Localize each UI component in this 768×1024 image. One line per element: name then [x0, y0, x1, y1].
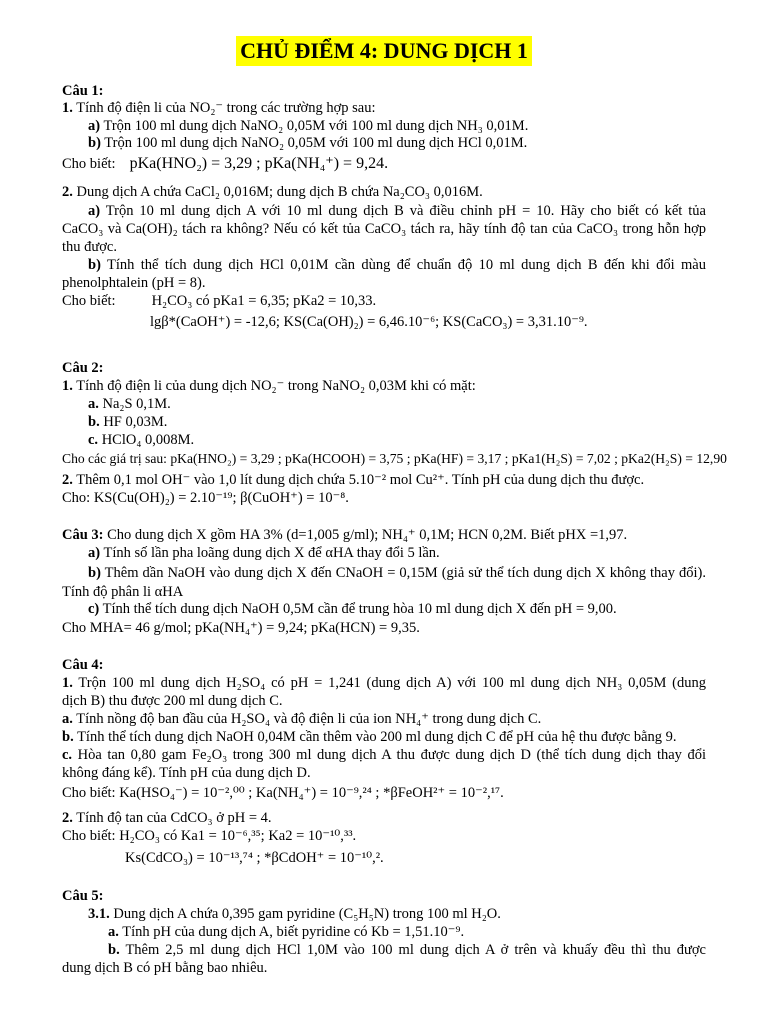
cau4-q2-num: 2. [62, 810, 73, 826]
cau4-c-text1: Hòa tan 0,80 gam Fe₂O₃ trong 300 ml dung dịch A thu được dung dịch D (thể tích dung dịch thay đổi [77, 747, 707, 763]
cau3-b-text1: Thêm dần NaOH vào dung dịch X đến CNaOH = 0,15M (giả sử thể tích dung dịch X không thay đổi). [104, 565, 706, 581]
cau1-heading: Câu 1: [62, 83, 104, 99]
cau2-q1 [62, 378, 706, 395]
cau2-a-text: Na₂S 0,1M. [102, 396, 171, 412]
cau3-given: Cho MHA= 46 g/mol; pKa(NH₄⁺) = 9,24; pKa(HCN) = 9,35. [62, 620, 420, 636]
cau1-given2-label: Cho biết: [62, 293, 116, 309]
cau5-a [108, 924, 706, 941]
cau2-a-label: a. [88, 396, 99, 412]
cau2-q2-text: Thêm 0,1 mol OH⁻ vào 1,0 lít dung dịch chứa 5.10⁻² mol Cu²⁺. Tính pH của dung dịch thu được. [76, 472, 645, 488]
cau1-given-formula: pKa(HNO₂) = 3,29 ; pKa(NH₄⁺) = 9,24. [129, 155, 389, 172]
cau2-b [88, 414, 706, 431]
cau1-q1-text: Tính độ điện li của NO₂⁻ trong các trường hợp sau: [76, 100, 376, 116]
cau4-c-l2: không đáng kể). Tính pH của dung dịch D. [62, 765, 311, 781]
cau3-intro [62, 527, 706, 544]
cau5-a-label: a. [108, 924, 119, 940]
cau1-given2-l1: H₂CO₃ có pKa1 = 6,35; pKa2 = 10,33. [151, 293, 377, 309]
cau1-given-label: Cho biết: [62, 156, 116, 172]
cau5-q31 [88, 906, 706, 923]
cau1-q2a-l1 [88, 203, 706, 220]
cau2-q2 [62, 472, 706, 489]
cau1-given2 [62, 293, 706, 310]
cau4-q1-text1: Trộn 100 ml dung dịch H₂SO₄ có pH = 1,241 (dung dịch A) với 100 ml dung dịch NH₃ 0,05M (dung [78, 675, 706, 691]
title-wrap [0, 36, 768, 66]
cau4-c-l1 [62, 747, 706, 764]
cau1-q2 [62, 184, 706, 201]
cau4-q2 [62, 810, 706, 827]
cau1-q2-text: Dung dịch A chứa CaCl₂ 0,016M; dung dịch B chứa Na₂CO₃ 0,016M. [76, 184, 483, 200]
cau2-c-text: HClO₄ 0,008M. [101, 432, 195, 448]
cau3-b-l1 [88, 565, 706, 582]
cau4-b [62, 729, 706, 746]
cau4-c-label: c. [62, 747, 73, 763]
cau5-heading: Câu 5: [62, 888, 104, 904]
cau5-q31-text: Dung dịch A chứa 0,395 gam pyridine (C₅H₅N) trong 100 ml H₂O. [113, 906, 501, 922]
cau3-a-label: a) [88, 545, 101, 561]
cau3-b-l2: Tính độ phân li αHA [62, 584, 184, 600]
cau4-a-label: a. [62, 711, 73, 727]
cau4-heading: Câu 4: [62, 657, 104, 673]
cau2-a [88, 396, 706, 413]
cau4-a-text: Tính nồng độ ban đầu của H₂SO₄ và độ điện li của ion NH₄⁺ trong dung dịch C. [76, 711, 542, 727]
cau4-given2-l1: Cho biết: H₂CO₃ có Ka1 = 10⁻⁶,³⁵; Ka2 = 10⁻¹⁰,³³. [62, 828, 357, 844]
cau1-q1 [62, 100, 706, 117]
cau1-q2b-l1 [88, 257, 706, 274]
cau4-given2-l2: Ks(CdCO₃) = 10⁻¹³,⁷⁴ ; *βCdOH⁺ = 10⁻¹⁰,². [125, 850, 384, 866]
cau4-q1-l2: dịch B) thu được 200 ml dung dịch C. [62, 693, 283, 709]
cau2-c-label: c. [88, 432, 99, 448]
cau3-c [88, 601, 706, 618]
cau1-q2b-text1: Tính thể tích dung dịch HCl 0,01M cần dùng để chuẩn độ 10 ml dung dịch B đến khi đổi màu [107, 257, 706, 273]
cau2-q1-num: 1. [62, 378, 73, 394]
cau1-q1b [88, 135, 706, 152]
cau5-b-text1: Thêm 2,5 ml dung dịch HCl 1,0M vào 100 ml dung dịch A ở trên và khuấy đều thì thu được [125, 942, 706, 958]
cau3-intro-text: Cho dung dịch X gồm HA 3% (d=1,005 g/ml); NH₄⁺ 0,1M; HCN 0,2M. Biết pHX =1,97. [107, 527, 628, 543]
cau2-heading: Câu 2: [62, 360, 104, 376]
cau2-given: Cho các giá trị sau: pKa(HNO₂) = 3,29 ; pKa(HCOOH) = 3,75 ; pKa(HF) = 3,17 ; pKa1(H₂S) = 7,02 ; pKa2(H₂S) = 12,90 [62, 451, 727, 466]
cau1-q2-num: 2. [62, 184, 73, 200]
cau3-c-text: Tính thể tích dung dịch NaOH 0,5M cần để trung hòa 10 ml dung dịch X đến pH = 9,00. [102, 601, 617, 617]
cau1-q1a-label: a) [88, 118, 101, 134]
cau3-c-label: c) [88, 601, 100, 617]
cau1-q2b-label: b) [88, 257, 101, 273]
cau1-q1-num: 1. [62, 100, 73, 116]
cau4-given: Cho biết: Ka(HSO₄⁻) = 10⁻²,⁰⁰ ; Ka(NH₄⁺) = 10⁻⁹,²⁴ ; *βFeOH²⁺ = 10⁻²,¹⁷. [62, 785, 504, 801]
cau5-b-l1 [108, 942, 706, 959]
cau1-q1a-text: Trộn 100 ml dung dịch NaNO₂ 0,05M với 100 ml dung dịch NH₃ 0,01M. [103, 118, 529, 134]
cau1-q1a [88, 118, 706, 135]
cau5-b-l2: dung dịch B có pH bằng bao nhiêu. [62, 960, 268, 976]
cau5-q31-num: 3.1. [88, 906, 110, 922]
cau4-q1-num: 1. [62, 675, 73, 691]
cau1-q2a-text1: Trộn 10 ml dung dịch A với 10 ml dung dịch B và điều chỉnh pH = 10. Hãy cho biết có kết tủa [105, 203, 706, 219]
cau5-a-text: Tính pH của dung dịch A, biết pyridine có Kb = 1,51.10⁻⁹. [122, 924, 465, 940]
cau4-q1-l1 [62, 675, 706, 692]
cau1-given [62, 155, 706, 173]
cau1-q1b-text: Trộn 100 ml dung dịch NaNO₂ 0,05M với 100 ml dung dịch HCl 0,01M. [104, 135, 528, 151]
cau3-a [88, 545, 706, 562]
cau5-b-label: b. [108, 942, 120, 958]
cau1-q2a-l2: CaCO₃ và Ca(OH)₂ tách ra không? Nếu có kết tủa CaCO₃ tách ra, hãy tính độ tan của CaCO₃ trong hỗn hợp [62, 221, 706, 237]
cau4-b-label: b. [62, 729, 74, 745]
cau2-c [88, 432, 706, 449]
cau1-q2b-l2: phenolphtalein (pH = 8). [62, 275, 206, 291]
page-title: CHỦ ĐIỂM 4: DUNG DỊCH 1 [236, 36, 532, 66]
cau3-heading: Câu 3: [62, 527, 104, 543]
cau1-q2a-label: a) [88, 203, 101, 219]
cau2-b-label: b. [88, 414, 100, 430]
cau2-q1-text: Tính độ điện li của dung dịch NO₂⁻ trong NaNO₂ 0,03M khi có mặt: [76, 378, 476, 394]
cau4-a [62, 711, 706, 728]
cau2-given2: Cho: KS(Cu(OH)₂) = 2.10⁻¹⁹; β(CuOH⁺) = 10⁻⁸. [62, 490, 349, 506]
cau4-b-text: Tính thể tích dung dịch NaOH 0,04M cần thêm vào 200 ml dung dịch C để pH của hệ thu được bằng 9. [77, 729, 677, 745]
cau1-q1b-label: b) [88, 135, 101, 151]
cau4-q2-text: Tính độ tan của CdCO₃ ở pH = 4. [76, 810, 272, 826]
cau3-b-label: b) [88, 565, 101, 581]
cau1-q2a-l3: thu được. [62, 239, 117, 255]
cau2-q2-num: 2. [62, 472, 73, 488]
cau3-a-text: Tính số lần pha loãng dung dịch X để αHA thay đổi 5 lần. [103, 545, 440, 561]
cau2-b-text: HF 0,03M. [103, 414, 168, 430]
cau1-given2-l2: lgβ*(CaOH⁺) = -12,6; KS(Ca(OH)₂) = 6,46.10⁻⁶; KS(CaCO₃) = 3,31.10⁻⁹. [150, 314, 588, 330]
